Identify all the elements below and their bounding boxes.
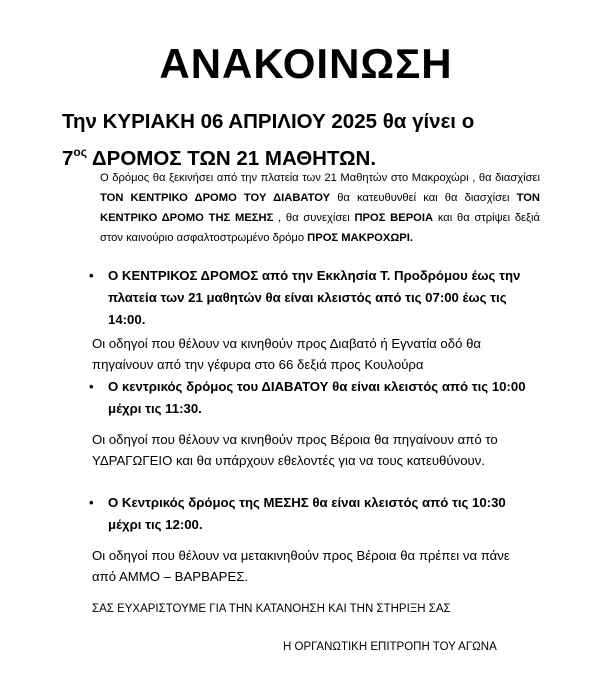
route-text-4: και θα στρίψει δεξιά στον καινούριο ασφαλτοστρωμένο δρόμο bbox=[100, 212, 540, 244]
closure-item-diavata bbox=[89, 376, 528, 420]
announcement-title: ΑΝΑΚΟΙΝΩΣΗ bbox=[159, 40, 453, 87]
closure-item-mesi bbox=[89, 492, 528, 536]
bullet-icon: • bbox=[89, 268, 94, 283]
event-headline bbox=[62, 106, 582, 174]
thank-you-note: ΣΑΣ ΕΥΧΑΡΙΣΤΟΥΜΕ ΓΙΑ ΤΗΝ ΚΑΤΑΝΟΗΣΗ ΚΑΙ ΤΗΝ ΣΤΗΡΙΞΗ ΣΑΣ bbox=[92, 603, 451, 615]
closure-text: Ο κεντρικός δρόμος του ΔΙΑΒΑΤΟΥ θα είναι κλειστός από τις 10:00 μέχρι τις 11:30. bbox=[108, 379, 526, 416]
driver-note-veroia: Οι οδηγοί που θέλουν να κινηθούν προς Βέροια θα πηγαίνουν από το ΥΔΡΑΓΩΓΕΙΟ και θα υπάρχουν εθελοντές για να τους κατευθύνουν. bbox=[92, 432, 498, 468]
headline-event-name: ΔΡΟΜΟΣ ΤΩΝ 21 ΜΑΘΗΤΩΝ. bbox=[86, 147, 377, 170]
edition-number: 7 bbox=[62, 147, 74, 170]
route-text-1: Ο δρόμος θα ξεκινήσει από την πλατεία των 21 Μαθητών στο Μακροχώρι , θα διασχίσει bbox=[100, 172, 540, 184]
route-bold-4: ΠΡΟΣ ΜΑΚΡΟΧΩΡΙ. bbox=[307, 232, 413, 244]
closure-item-center bbox=[89, 265, 528, 331]
headline-line-1: Την ΚΥΡΙΑΚΗ 06 ΑΠΡΙΛΙΟΥ 2025 θα γίνει ο bbox=[62, 110, 475, 133]
driver-note-diavata: Οι οδηγοί που θέλουν να κινηθούν προς Διαβατό ή Εγνατία οδό θα πηγαίνουν από την γέφυρα στο 66 δεξιά προς Κουλούρα bbox=[92, 336, 482, 372]
closure-text: Ο Κεντρικός δρόμος της ΜΕΣΗΣ θα είναι κλειστός από τις 10:30 μέχρι τις 12:00. bbox=[108, 495, 506, 532]
bullet-icon: • bbox=[89, 379, 94, 394]
route-description bbox=[100, 168, 540, 248]
route-text-3: , θα συνεχίσει bbox=[273, 212, 355, 224]
driver-note-ammos: Οι οδηγοί που θέλουν να μετακινηθούν προς Βέροια θα πρέπει να πάνε από ΑΜΜΟ – ΒΑΡΒΑΡΕΣ. bbox=[92, 548, 510, 584]
bullet-icon: • bbox=[89, 495, 94, 510]
route-bold-3: ΠΡΟΣ ΒΕΡΟΙΑ bbox=[354, 212, 434, 224]
route-bold-2: ΤΟΝ ΚΕΝΤΡΙΚΟ ΔΡΟΜΟ ΤΗΣ ΜΕΣΗΣ bbox=[100, 192, 540, 224]
edition-ordinal-suffix: ος bbox=[73, 145, 87, 159]
organizing-committee-signature: Η ΟΡΓΑΝΩΤΙΚΗ ΕΠΙΤΡΟΠΗ ΤΟΥ ΑΓΩΝΑ bbox=[283, 641, 497, 653]
route-bold-1: ΤΟΝ ΚΕΝΤΡΙΚΟ ΔΡΟΜΟ ΤΟΥ ΔΙΑΒΑΤΟΥ bbox=[100, 192, 331, 204]
route-text-2: θα κατευθυνθεί και θα διασχίσει bbox=[330, 192, 517, 204]
closure-text: Ο ΚΕΝΤΡΙΚΟΣ ΔΡΟΜΟΣ από την Εκκλησία Τ. Προδρόμου έως την πλατεία των 21 μαθητών θα είναι κλειστός από τις 07:00 έως τις 14:00. bbox=[108, 268, 521, 327]
